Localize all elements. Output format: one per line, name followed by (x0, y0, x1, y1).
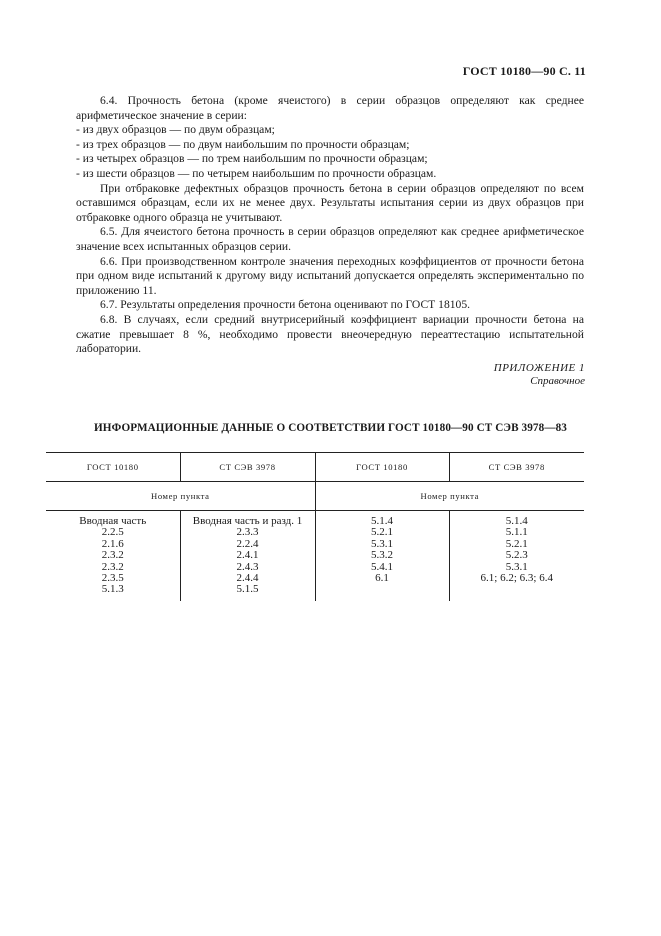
paragraph-6-7: 6.7. Результаты определения прочности бетона оценивают по ГОСТ 18105. (100, 298, 471, 312)
table-cell-col4 (449, 511, 584, 601)
list-item: - из трех образцов — по двум наибольшим по прочности образцам; (76, 137, 410, 151)
paragraph-rejection: При отбраковке дефектных образцов прочность бетона в серии образцов определяют по всем оставшимся образцам, если их не менее двух. Результаты испытания серии из двух образцов при отбраковке одного образца не учитывают. (76, 181, 584, 224)
cell-value: 2.4.1 (236, 549, 259, 562)
list-item: - из шести образцов — по четырем наибольшим по прочности образцам. (76, 166, 437, 180)
cell-value: 2.2.4 (236, 537, 259, 550)
cell-value: 2.3.3 (236, 526, 259, 539)
list-item: - из четырех образцов — по трем наибольшим по прочности образцам; (76, 152, 428, 166)
column-header: ГОСТ 10180 (46, 453, 180, 482)
cell-value: 2.3.5 (101, 572, 124, 585)
cell-value: Вводная часть и разд. 1 (192, 515, 303, 527)
cell-value: Вводная часть (79, 515, 147, 527)
correspondence-table (46, 452, 584, 601)
cell-value: 5.1.4 (371, 515, 393, 527)
table-subheader-row (46, 482, 584, 511)
paragraph-6-4: 6.4. Прочность бетона (кроме ячеистого) в серии образцов определяют как среднее арифметическое значение в серии: (76, 94, 584, 122)
appendix-label: ПРИЛОЖЕНИЕ 1 (493, 362, 585, 374)
cell-value: 2.3.2 (101, 560, 124, 573)
body-text (76, 94, 584, 357)
column-header: СТ СЭВ 3978 (449, 453, 584, 482)
cell-value: 5.1.1 (505, 526, 528, 539)
cell-value: 5.3.1 (505, 560, 528, 573)
column-subheader: Номер пункта (46, 482, 315, 511)
table-header-row (46, 453, 584, 482)
paragraph-6-8: 6.8. В случаях, если средний внутрисерийный коэффициент вариации прочности бетона на сжатие превышает 8 %, необходимо провести внеочередную переаттестацию испытательной лаборатории. (76, 312, 584, 356)
cell-value: 5.1.4 (505, 515, 528, 527)
cell-value: 5.1.5 (236, 583, 259, 596)
cell-value: 2.2.5 (101, 526, 124, 539)
column-header: ГОСТ 10180 (315, 453, 449, 482)
cell-value: 5.4.1 (371, 560, 393, 573)
page-header: ГОСТ 10180—90 С. 11 (462, 64, 586, 78)
cell-value: 2.1.6 (101, 537, 124, 550)
cell-value: 5.2.3 (505, 549, 528, 562)
table-cell-col2 (180, 511, 315, 601)
cell-value: 2.4.3 (236, 560, 259, 573)
cell-value: 5.1.3 (101, 583, 124, 596)
appendix-label-block (494, 362, 585, 388)
list-item: - из двух образцов — по двум образцам; (76, 123, 275, 137)
cell-value: 5.3.1 (371, 537, 393, 550)
column-subheader: Номер пункта (315, 482, 584, 511)
table-row (46, 511, 584, 601)
cell-value: 5.3.2 (371, 549, 393, 562)
column-header: СТ СЭВ 3978 (180, 453, 315, 482)
cell-value: 2.3.2 (101, 549, 124, 562)
paragraph-6-5: 6.5. Для ячеистого бетона прочность в серии образцов определяют как среднее арифметическое значение всех испытанных образцов серии. (76, 225, 584, 253)
cell-value: 6.1 (375, 572, 389, 585)
cell-value: 5.2.1 (505, 537, 528, 550)
table-title: ИНФОРМАЦИОННЫЕ ДАННЫЕ О СООТВЕТСТВИИ ГОСТ 10180—90 СТ СЭВ 3978—83 (94, 422, 567, 434)
cell-value: 2.4.4 (236, 572, 259, 585)
cell-value: 5.2.1 (371, 526, 393, 539)
paragraph-6-6: 6.6. При производственном контроле значения переходных коэффициентов от прочности бетона при одном виде испытаний к другому виду испытаний допускается определять экспериментально по приложению 11. (76, 254, 584, 297)
appendix-sublabel: Справочное (530, 375, 585, 387)
table-cell-col1 (46, 511, 180, 601)
cell-value: 6.1; 6.2; 6.3; 6.4 (480, 572, 553, 585)
table-cell-col3 (315, 511, 449, 601)
